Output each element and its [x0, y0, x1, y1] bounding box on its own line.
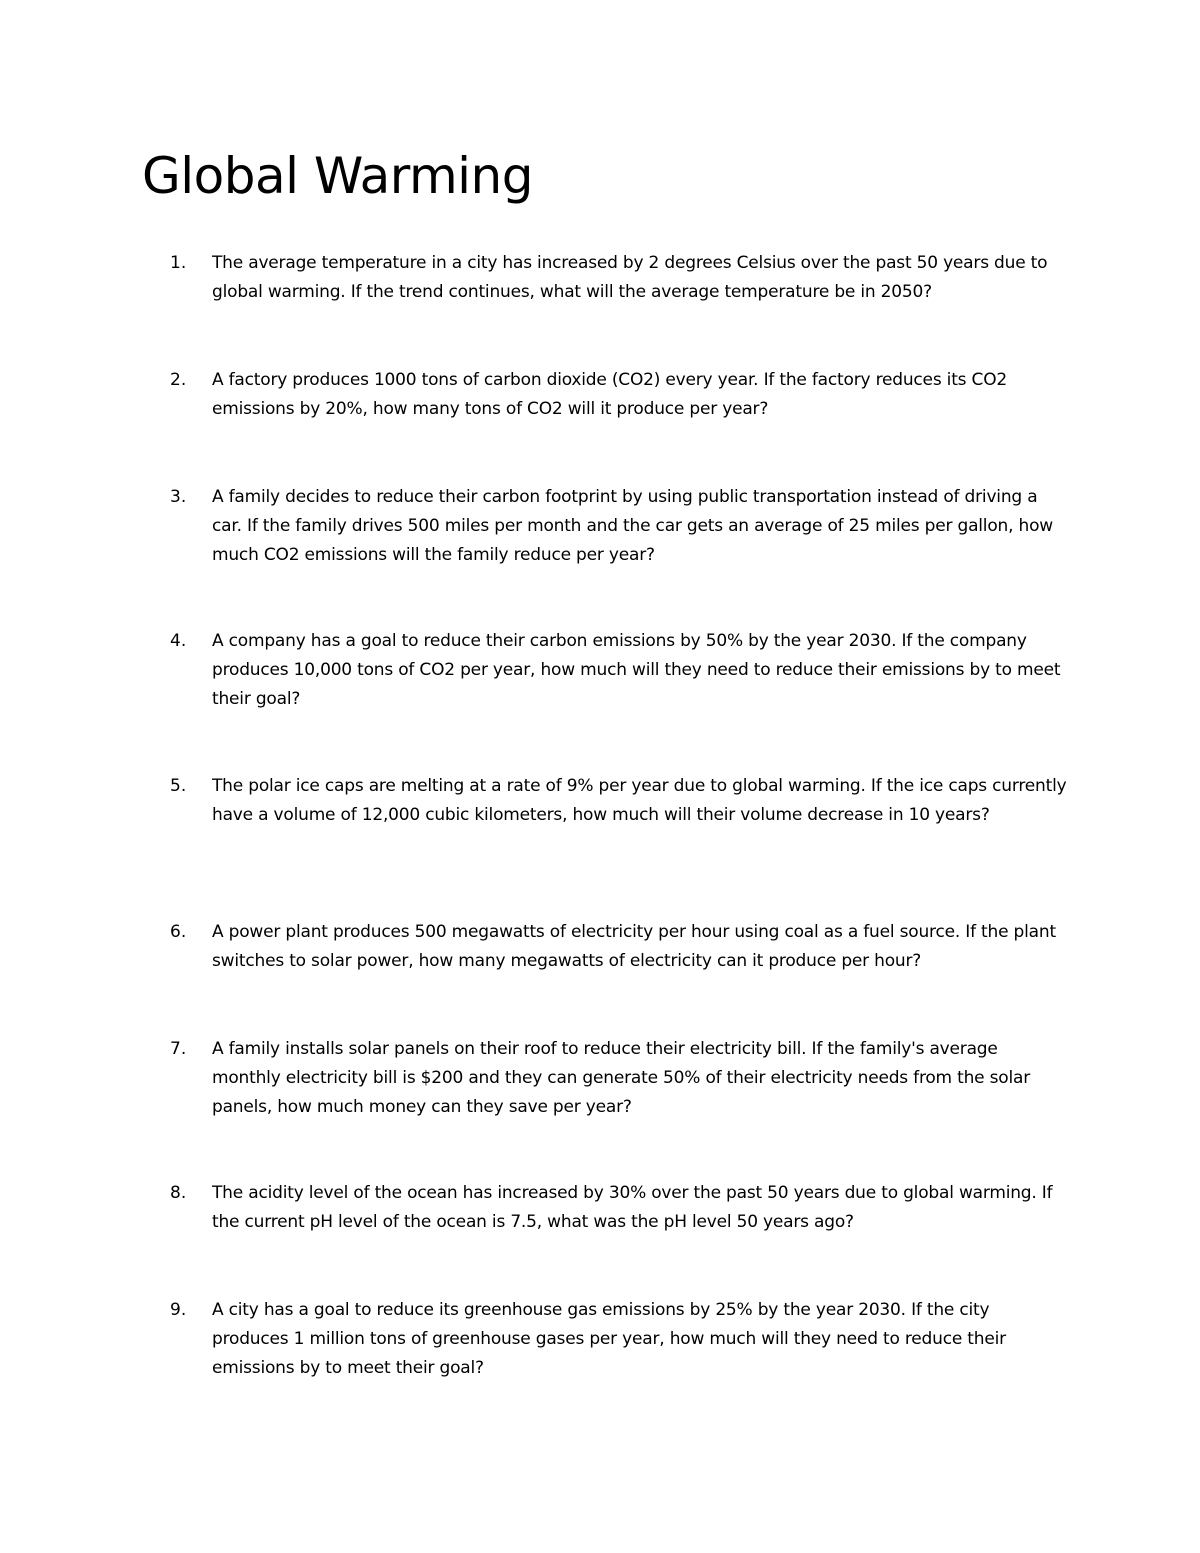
question-text: A family decides to reduce their carbon footprint by using public transportation instead of driving a car. If the family drives 500 miles per month and the car gets an average of 25 miles per gallon, how much CO2 emissions will the family reduce per year? [212, 487, 1053, 565]
question-number: 4. [170, 631, 187, 651]
question-text: A power plant produces 500 megawatts of electricity per hour using coal as a fuel source. If the plant switches to solar power, how many megawatts of electricity can it produce per hour? [212, 922, 1056, 971]
question-number: 2. [170, 370, 187, 390]
question-text: A company has a goal to reduce their carbon emissions by 50% by the year 2030. If the company produces 10,000 tons of CO2 per year, how much will they need to reduce their emissions by to meet their goal? [212, 631, 1061, 709]
question-text: A factory produces 1000 tons of carbon dioxide (CO2) every year. If the factory reduces its CO2 emissions by 20%, how many tons of CO2 will it produce per year? [212, 370, 1007, 419]
question-text: A family installs solar panels on their roof to reduce their electricity bill. If the family's average monthly electricity bill is $200 and they can generate 50% of their electricity needs from the solar panels, how much money can they save per year? [212, 1039, 1031, 1117]
question-number: 7. [170, 1039, 187, 1059]
question-text: The acidity level of the ocean has increased by 30% over the past 50 years due to global warming. If the current pH level of the ocean is 7.5, what was the pH level 50 years ago? [212, 1183, 1053, 1232]
question-text: A city has a goal to reduce its greenhouse gas emissions by 25% by the year 2030. If the city produces 1 million tons of greenhouse gases per year, how much will they need to reduce their emissions by to meet their goal? [212, 1300, 1006, 1378]
page-title: Global Warming [142, 147, 533, 205]
question-number: 9. [170, 1300, 187, 1320]
question-number: 1. [170, 253, 187, 273]
question-text: The average temperature in a city has increased by 2 degrees Celsius over the past 50 years due to global warming. If the trend continues, what will the average temperature be in 2050? [212, 253, 1048, 302]
question-number: 5. [170, 776, 187, 796]
question-number: 3. [170, 487, 187, 507]
question-text: The polar ice caps are melting at a rate of 9% per year due to global warming. If the ice caps currently have a volume of 12,000 cubic kilometers, how much will their volume decrease in 10 years? [212, 776, 1067, 825]
question-number: 8. [170, 1183, 187, 1203]
question-number: 6. [170, 922, 187, 942]
